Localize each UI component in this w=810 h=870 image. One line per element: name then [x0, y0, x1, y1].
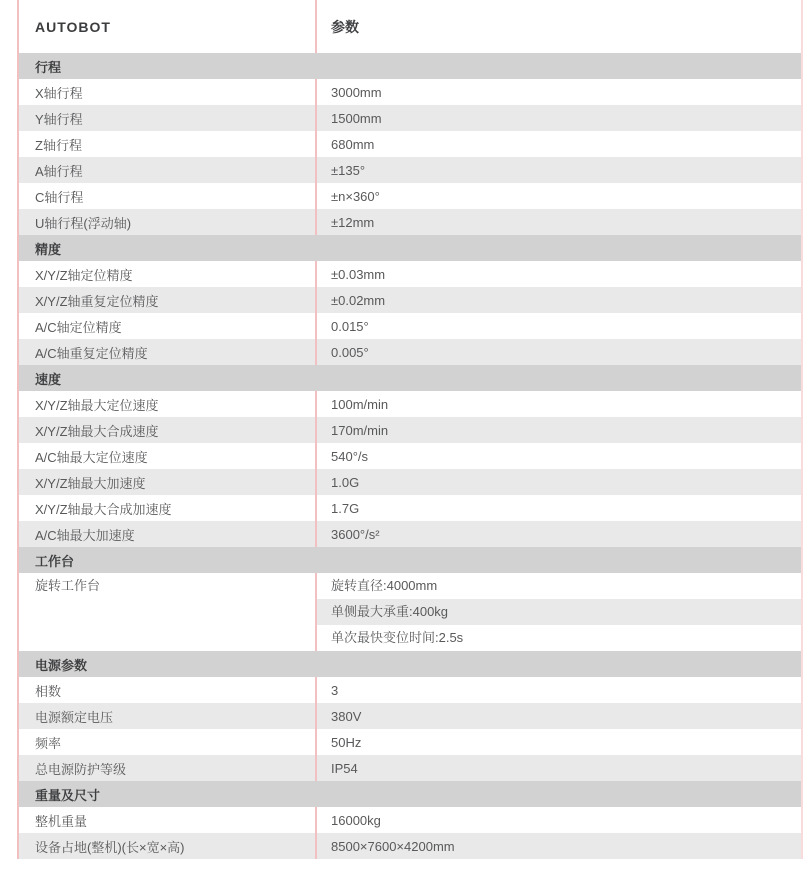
row-value: 旋转直径:4000mm — [331, 578, 438, 593]
row-label: U轴行程(浮动轴) — [35, 215, 132, 231]
row-label: X/Y/Z轴最大定位速度 — [35, 397, 159, 413]
section-title: 工作台 — [35, 553, 75, 569]
row-label: Y轴行程 — [35, 111, 83, 127]
row-label: 电源额定电压 — [35, 709, 114, 725]
row-value: ±0.02mm — [315, 287, 801, 313]
table-row — [19, 443, 801, 469]
row-label: X轴行程 — [35, 85, 83, 101]
table-row — [19, 833, 801, 859]
section-rows-speed — [19, 391, 801, 547]
worktable-merged-row — [19, 573, 801, 651]
row-label: Z轴行程 — [35, 137, 82, 153]
row-label: A/C轴最大定位速度 — [35, 449, 148, 465]
row-value: IP54 — [315, 755, 801, 781]
section-title: 速度 — [35, 371, 62, 387]
row-label: 频率 — [35, 735, 62, 751]
table-row — [19, 79, 801, 105]
row-label: A/C轴最大加速度 — [35, 527, 135, 543]
table-row — [19, 339, 801, 365]
table-row — [19, 703, 801, 729]
table-row — [19, 261, 801, 287]
row-value: 170m/min — [315, 417, 801, 443]
section-header-power — [19, 651, 801, 677]
section-rows-power — [19, 677, 801, 781]
row-value: 8500×7600×4200mm — [315, 833, 801, 859]
section-title: 精度 — [35, 241, 62, 257]
row-value: 单侧最大承重:400kg — [317, 599, 801, 625]
row-value: 540°/s — [315, 443, 801, 469]
worktable-values — [315, 573, 801, 651]
row-value: 380V — [315, 703, 801, 729]
row-value: ±n×360° — [315, 183, 801, 209]
row-value: 3 — [315, 677, 801, 703]
table-row — [19, 183, 801, 209]
table-row — [19, 287, 801, 313]
row-value: 50Hz — [315, 729, 801, 755]
table-row — [19, 131, 801, 157]
table-row — [19, 729, 801, 755]
row-label: X/Y/Z轴最大合成加速度 — [35, 501, 172, 517]
table-row — [19, 209, 801, 235]
row-value: 0.015° — [315, 313, 801, 339]
table-row — [19, 677, 801, 703]
section-header-weight-size — [19, 781, 801, 807]
row-value: 3600°/s² — [315, 521, 801, 547]
row-value: ±0.03mm — [315, 261, 801, 287]
row-label: X/Y/Z轴最大合成速度 — [35, 423, 159, 439]
section-title: 行程 — [35, 59, 62, 75]
section-rows-weight-size — [19, 807, 801, 859]
row-label: X/Y/Z轴最大加速度 — [35, 475, 146, 491]
row-value: 100m/min — [315, 391, 801, 417]
row-label: X/Y/Z轴重复定位精度 — [35, 293, 159, 309]
row-label: 旋转工作台 — [19, 573, 315, 651]
section-header-travel — [19, 53, 801, 79]
param-column-header: 参数 — [315, 0, 801, 53]
row-label: 设备占地(整机)(长×宽×高) — [35, 839, 185, 855]
section-rows-precision — [19, 261, 801, 365]
row-value: ±12mm — [315, 209, 801, 235]
brand-title: AUTOBOT — [35, 18, 111, 35]
table-row — [19, 495, 801, 521]
row-value: 1.0G — [315, 469, 801, 495]
table-row — [19, 521, 801, 547]
section-header-speed — [19, 365, 801, 391]
row-label: X/Y/Z轴定位精度 — [35, 267, 133, 283]
row-label: 整机重量 — [35, 813, 88, 829]
row-value: 1.7G — [315, 495, 801, 521]
table-row — [19, 157, 801, 183]
table-row — [19, 807, 801, 833]
row-value: 16000kg — [315, 807, 801, 833]
table-header-row — [19, 0, 801, 53]
table-row — [19, 313, 801, 339]
row-value: ±135° — [315, 157, 801, 183]
section-title: 重量及尺寸 — [35, 787, 101, 803]
table-row — [19, 105, 801, 131]
row-value: 1500mm — [315, 105, 801, 131]
row-value: 3000mm — [315, 79, 801, 105]
section-header-precision — [19, 235, 801, 261]
row-label: A/C轴定位精度 — [35, 319, 122, 335]
row-label: A/C轴重复定位精度 — [35, 345, 148, 361]
section-rows-travel — [19, 79, 801, 235]
row-label: 总电源防护等级 — [35, 761, 127, 777]
table-row — [19, 469, 801, 495]
section-header-worktable — [19, 547, 801, 573]
row-value: 0.005° — [315, 339, 801, 365]
section-title: 电源参数 — [35, 657, 88, 673]
row-value: 单次最快变位时间:2.5s — [331, 630, 464, 645]
row-label: C轴行程 — [35, 189, 84, 205]
row-value: 680mm — [315, 131, 801, 157]
spec-table — [17, 0, 803, 859]
row-label: A轴行程 — [35, 163, 83, 179]
row-label: 相数 — [35, 683, 62, 699]
table-row — [19, 755, 801, 781]
table-row — [19, 391, 801, 417]
table-row — [19, 417, 801, 443]
